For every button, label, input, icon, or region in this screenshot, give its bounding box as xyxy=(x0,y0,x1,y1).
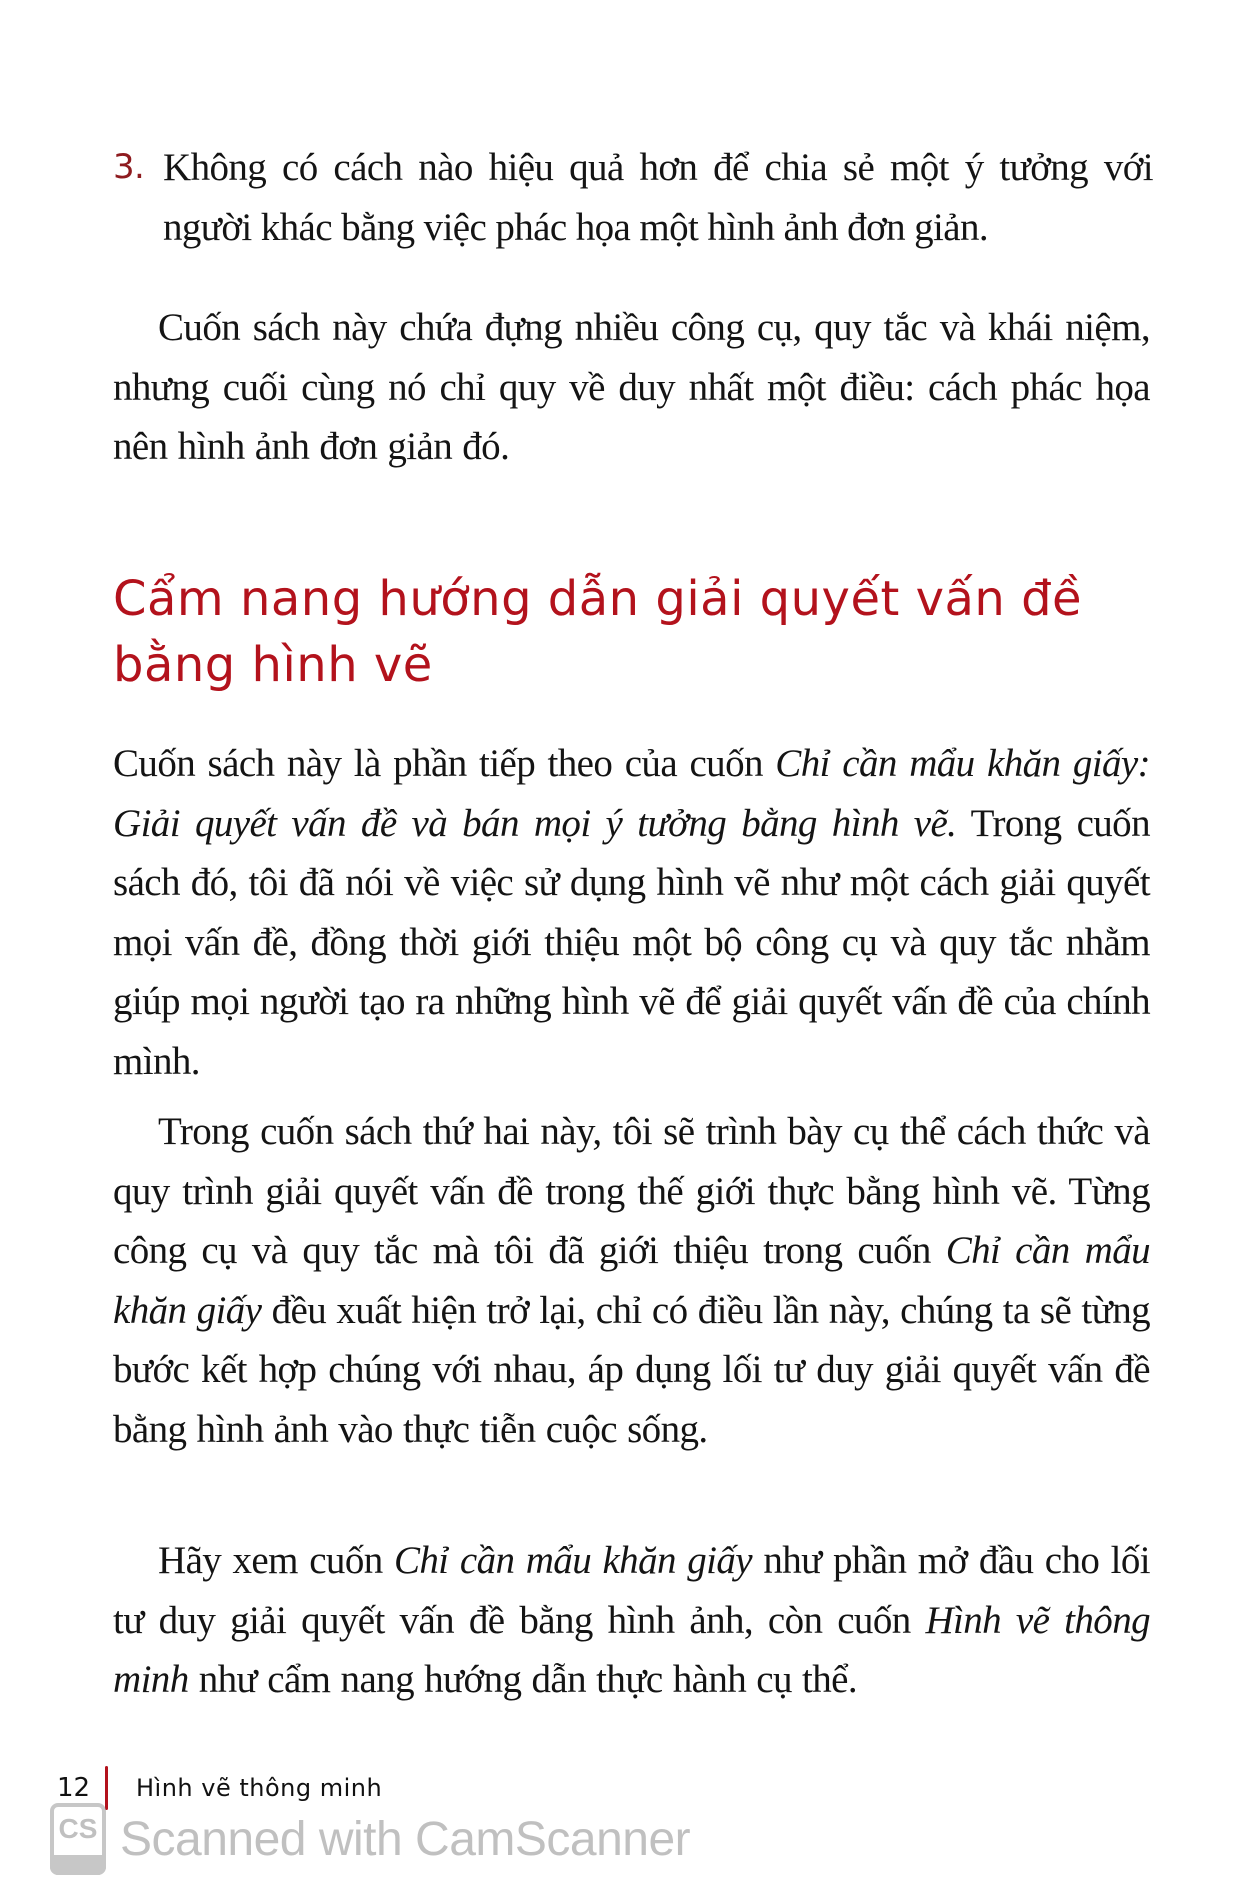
paragraph-1-text-b: Trong cuốn sách đó, tôi đã nói về việc sử dụng hình vẽ như một cách giải quyết mọi vấn đề, đồng thời giới thiệu một bộ công cụ và quy tắc nhằm giúp mọi người tạo ra những hình vẽ để giải quyết vấn đề của chính mình. xyxy=(113,801,1150,1083)
section-body xyxy=(113,734,1150,1091)
book-title-italic: Chỉ cần mẩu khăn giấy xyxy=(393,1539,752,1582)
running-title: Hình vẽ thông minh xyxy=(136,1774,383,1802)
list-item-text: Không có cách nào hiệu quả hơn để chia sẻ một ý tưởng với người khác bằng việc phác họa một hình ảnh đơn giản. xyxy=(163,146,1153,249)
section-heading: Cẩm nang hướng dẫn giải quyết vấn đề bằng hình vẽ xyxy=(113,571,1083,693)
section-body-2 xyxy=(113,1102,1150,1459)
paragraph-3-text-c: như cẩm nang hướng dẫn thực hành cụ thể. xyxy=(188,1658,858,1701)
page-footer xyxy=(57,1768,382,1808)
numbered-list-item xyxy=(113,138,1153,257)
paragraph-1 xyxy=(113,734,1150,1091)
paragraph-2-text-b: đều xuất hiện trở lại, chỉ có điều lần này, chúng ta sẽ từng bước kết hợp chúng với nhau, áp dụng lối tư duy giải quyết vấn đề bằng hình ảnh vào thực tiễn cuộc sống. xyxy=(113,1288,1151,1451)
book-title-italic: Hình vẽ thông minh xyxy=(113,1598,1150,1701)
intro-paragraph: Cuốn sách này chứa đựng nhiều công cụ, quy tắc và khái niệm, nhưng cuối cùng nó chỉ quy về duy nhất một điều: cách phác họa nên hình ảnh đơn giản đó. xyxy=(113,306,1150,468)
section-body-3 xyxy=(113,1531,1150,1710)
intro-paragraph-block xyxy=(113,298,1150,477)
camscanner-watermark xyxy=(50,1803,690,1875)
list-number: 3. xyxy=(113,147,145,187)
paragraph-3-text-b: như phần mở đầu cho lối tư duy giải quyết vấn đề bằng hình ảnh, còn cuốn xyxy=(113,1539,1150,1642)
paragraph-2-text-a: Trong cuốn sách thứ hai này, tôi sẽ trình bày cụ thể cách thức và quy trình giải quyết vấn đề trong thế giới thực bằng hình vẽ. Từng công cụ và quy tắc mà tôi đã giới thiệu trong cuốn xyxy=(113,1110,1150,1272)
paragraph-3 xyxy=(113,1531,1150,1710)
book-title-italic: Chỉ cần mẩu khăn giấy xyxy=(113,1229,1150,1332)
paragraph-2 xyxy=(113,1102,1150,1459)
watermark-text: Scanned with CamScanner xyxy=(120,1812,691,1866)
paragraph-1-text-a: Cuốn sách này là phần tiếp theo của cuốn xyxy=(113,742,776,785)
camscanner-logo-icon: CS xyxy=(50,1803,106,1875)
paragraph-3-text-a: Hãy xem cuốn xyxy=(158,1539,394,1582)
book-title-italic: Chỉ cần mẩu khăn giấy: Giải quyết vấn đề và bán mọi ý tưởng bằng hình vẽ. xyxy=(113,742,1150,845)
page-number: 12 xyxy=(57,1773,91,1803)
